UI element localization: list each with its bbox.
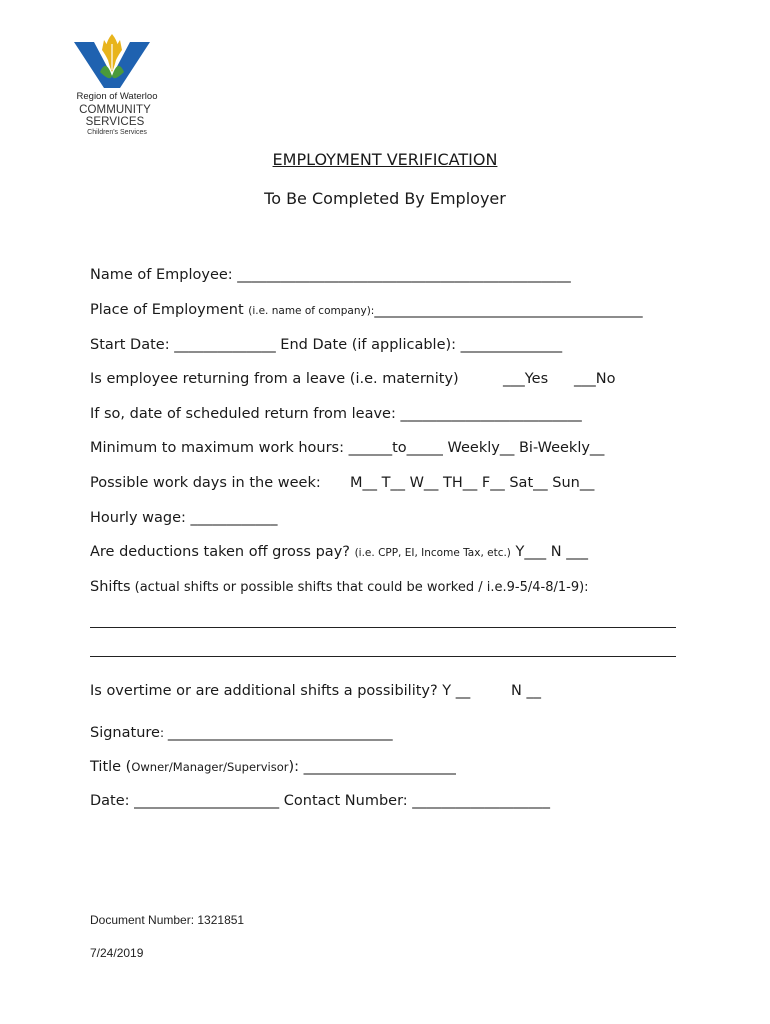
title-role-label: Title (: [90, 759, 132, 775]
date-field[interactable]: ____________________: [134, 793, 280, 809]
signature-label: Signature: [90, 725, 160, 741]
deductions-hint: (i.e. CPP, EI, Income Tax, etc.): [354, 547, 511, 559]
work-days-row: [90, 473, 595, 493]
date-contact-row: [90, 791, 550, 811]
shifts-answer-line-2[interactable]: [90, 656, 676, 657]
hourly-wage-label: Hourly wage:: [90, 510, 191, 526]
deductions-row: [90, 542, 588, 563]
return-date-row: [90, 404, 582, 424]
work-hours-row: [90, 438, 604, 458]
end-date-field[interactable]: ______________: [460, 337, 563, 353]
overtime-row: [90, 681, 541, 701]
signature-row: [90, 723, 393, 743]
title-role-row: [90, 757, 456, 777]
logo-childrens-services-text: Children's Services: [87, 129, 147, 136]
returning-leave-yes[interactable]: ___Yes: [503, 371, 549, 387]
document-title: EMPLOYMENT VERIFICATION: [272, 150, 498, 169]
date-label: Date:: [90, 793, 135, 809]
employee-name-field[interactable]: ______________________________________________: [237, 267, 571, 283]
returning-leave-row: [90, 369, 616, 389]
work-days-field[interactable]: M__ T__ W__ TH__ F__ Sat__ Sun__: [350, 475, 595, 491]
logo: [50, 32, 180, 136]
shifts-answer-line-1[interactable]: [90, 627, 676, 628]
work-hours-label: Minimum to maximum work hours:: [90, 440, 349, 456]
overtime-label: Is overtime or are additional shifts a possibility? Y __: [90, 683, 471, 699]
start-date-field[interactable]: ______________: [174, 337, 276, 353]
work-hours-field[interactable]: ______to_____ Weekly__ Bi-Weekly__: [348, 440, 605, 456]
logo-region-text: Region of Waterloo: [76, 91, 158, 102]
document-subtitle: To Be Completed By Employer: [264, 189, 506, 208]
signature-colon: :: [159, 726, 168, 740]
shifts-label: Shifts: [90, 579, 131, 595]
overtime-no[interactable]: N __: [511, 683, 541, 699]
document-date: 7/24/2019: [90, 946, 144, 960]
work-days-label: Possible work days in the week:: [90, 475, 321, 491]
employee-name-label: Name of Employee:: [90, 267, 238, 283]
contact-number-label: Contact Number:: [279, 793, 413, 809]
end-date-label: End Date (if applicable):: [275, 337, 461, 353]
return-date-field[interactable]: _________________________: [400, 406, 582, 422]
logo-community-services-text: COMMUNITY SERVICES: [79, 104, 151, 128]
employee-name-row: [90, 265, 571, 285]
title-role-close: ):: [288, 759, 304, 775]
shifts-hint: (actual shifts or possible shifts that could be worked / i.e.9-5/4-8/1-9):: [130, 580, 589, 595]
place-of-employment-label: Place of Employment: [90, 302, 249, 318]
return-date-label: If so, date of scheduled return from leave:: [90, 406, 401, 422]
region-of-waterloo-emblem-icon: [72, 32, 152, 90]
deductions-answer[interactable]: Y___ N ___: [510, 544, 588, 560]
title-role-hint: Owner/Manager/Supervisor: [131, 760, 289, 774]
place-of-employment-hint: (i.e. name of company):: [248, 305, 375, 317]
hourly-wage-row: [90, 508, 278, 528]
returning-leave-label: Is employee returning from a leave (i.e. maternity): [90, 371, 459, 387]
document-number: Document Number: 1321851: [90, 913, 245, 927]
place-of-employment-field[interactable]: _____________________________________: [374, 302, 643, 318]
title-role-field[interactable]: _____________________: [303, 759, 456, 775]
returning-leave-no[interactable]: ___No: [574, 371, 616, 387]
signature-field[interactable]: _______________________________: [167, 725, 393, 741]
contact-number-field[interactable]: ___________________: [412, 793, 551, 809]
deductions-label: Are deductions taken off gross pay?: [90, 544, 355, 560]
shifts-row: [90, 577, 589, 598]
start-date-label: Start Date:: [90, 337, 175, 353]
place-of-employment-row: [90, 300, 643, 321]
dates-row: [90, 335, 562, 355]
hourly-wage-field[interactable]: ____________: [190, 510, 278, 526]
